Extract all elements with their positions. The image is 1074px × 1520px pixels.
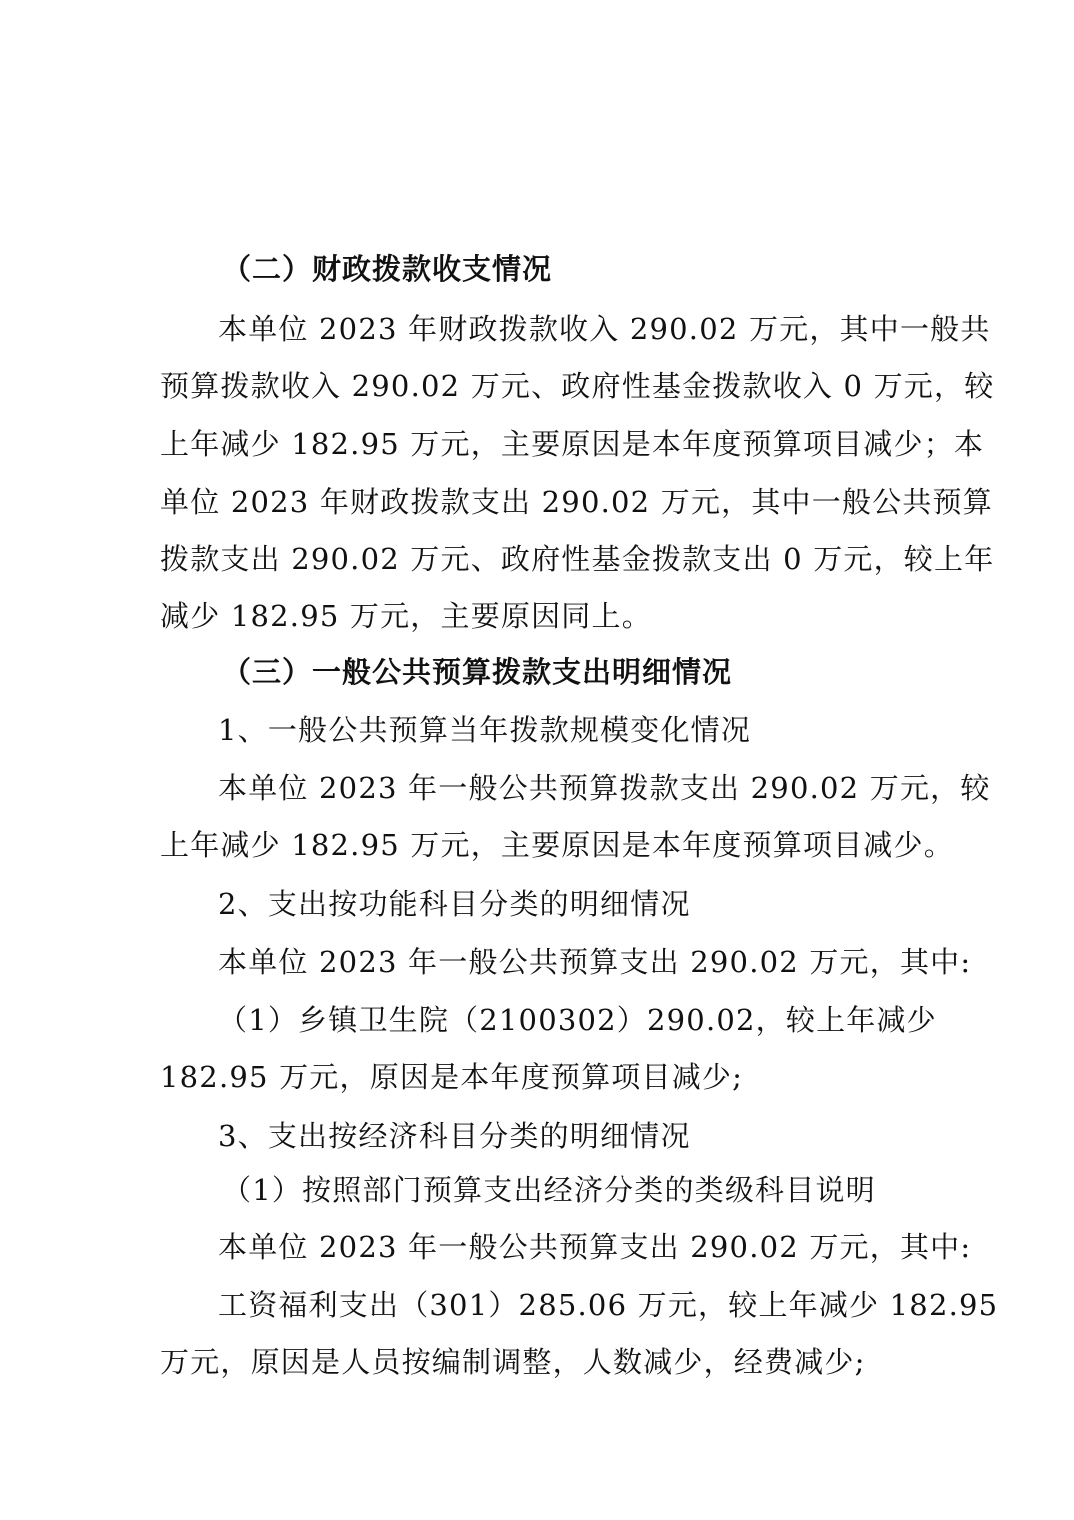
paragraph-line: （1）乡镇卫生院（2100302）290.02，较上年减少 bbox=[218, 1003, 937, 1037]
section-heading-general-budget-detail: （三）一般公共预算拨款支出明细情况 bbox=[222, 655, 733, 689]
subheading-line: 1、一般公共预算当年拨款规模变化情况 bbox=[218, 713, 752, 747]
paragraph-line: 预算拨款收入 290.02 万元、政府性基金拨款收入 0 万元，较 bbox=[160, 369, 995, 403]
paragraph-line: 工资福利支出（301）285.06 万元，较上年减少 182.95 bbox=[218, 1288, 999, 1322]
paragraph-line: 本单位 2023 年一般公共预算支出 290.02 万元，其中: bbox=[218, 945, 972, 979]
paragraph-line: 182.95 万元，原因是本年度预算项目减少; bbox=[160, 1060, 744, 1094]
subheading-line: （1）按照部门预算支出经济分类的类级科目说明 bbox=[222, 1173, 876, 1207]
subheading-line: 2、支出按功能科目分类的明细情况 bbox=[218, 887, 691, 921]
paragraph-line: 单位 2023 年财政拨款支出 290.02 万元，其中一般公共预算 bbox=[160, 485, 993, 519]
paragraph-line: 减少 182.95 万元，主要原因同上。 bbox=[160, 599, 652, 633]
paragraph-line: 本单位 2023 年一般公共预算拨款支出 290.02 万元，较 bbox=[218, 771, 991, 805]
section-heading-fiscal-appropriation: （二）财政拨款收支情况 bbox=[222, 252, 553, 286]
paragraph-line: 拨款支出 290.02 万元、政府性基金拨款支出 0 万元，较上年 bbox=[160, 542, 995, 576]
paragraph-line: 上年减少 182.95 万元，主要原因是本年度预算项目减少。 bbox=[160, 828, 954, 862]
paragraph-line: 本单位 2023 年财政拨款收入 290.02 万元，其中一般共 bbox=[218, 312, 991, 346]
paragraph-line: 本单位 2023 年一般公共预算支出 290.02 万元，其中: bbox=[218, 1230, 972, 1264]
paragraph-line: 万元，原因是人员按编制调整，人数减少，经费减少; bbox=[160, 1345, 866, 1379]
subheading-line: 3、支出按经济科目分类的明细情况 bbox=[218, 1119, 691, 1153]
paragraph-line: 上年减少 182.95 万元，主要原因是本年度预算项目减少；本 bbox=[160, 427, 985, 461]
